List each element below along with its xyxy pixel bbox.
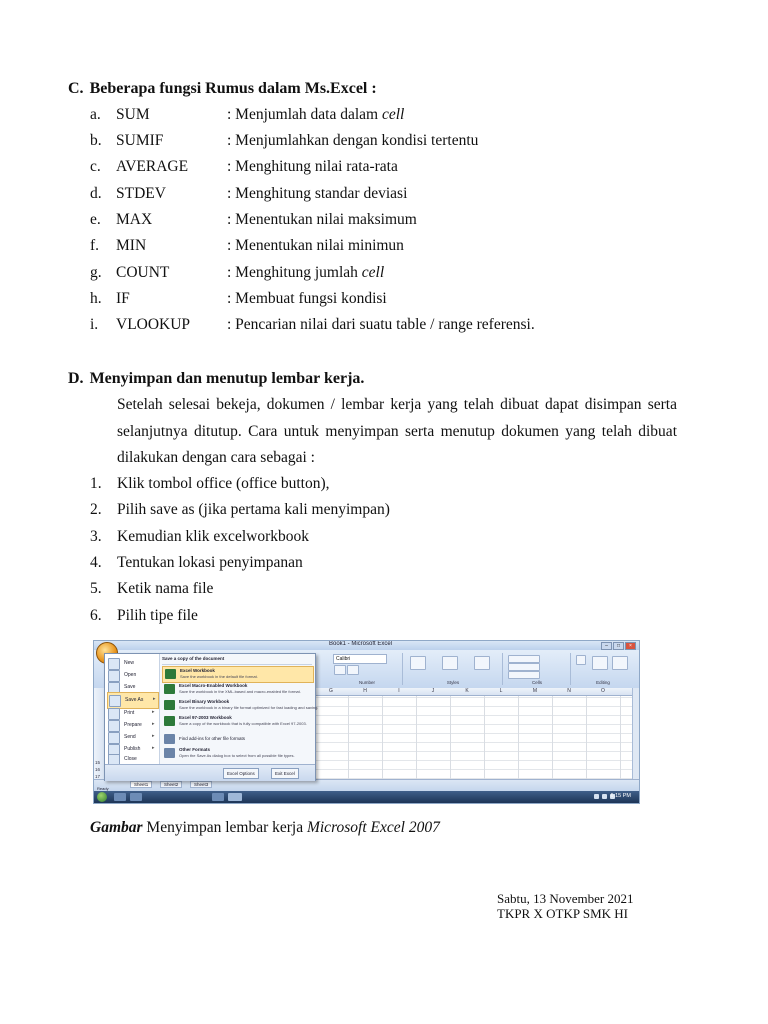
- function-desc: [227, 106, 404, 124]
- column-header[interactable]: G: [329, 688, 333, 694]
- column-headers: [314, 688, 632, 696]
- menu-item-label: New: [124, 660, 135, 666]
- menu-item-label: Send: [124, 734, 136, 740]
- submenu-arrow-icon: ▸: [152, 709, 155, 715]
- step-text: Ketik nama file: [117, 580, 214, 597]
- section-c-heading: [68, 80, 377, 98]
- format-cells-icon[interactable]: [508, 671, 540, 679]
- taskbar-app-icon[interactable]: [130, 793, 142, 801]
- vertical-scrollbar[interactable]: [632, 688, 640, 792]
- function-name: SUMIF: [116, 132, 164, 149]
- format-icon[interactable]: [347, 665, 359, 675]
- format-icon[interactable]: [334, 665, 346, 675]
- ribbon-group-number: [332, 653, 403, 685]
- save-option-other-formats[interactable]: [162, 746, 312, 761]
- clock: 6:15 PM: [610, 793, 631, 799]
- insert-icon[interactable]: [508, 655, 540, 663]
- save-option-desc: Save the workbook in the default file format.: [180, 674, 258, 679]
- save-option-desc: Save the workbook in the XML-based and macro-enabled file format.: [179, 689, 301, 694]
- taskbar-app-icon[interactable]: [212, 793, 224, 801]
- ribbon-group-label: Cells: [531, 680, 542, 685]
- function-desc: : Membuat fungsi kondisi: [227, 290, 387, 307]
- font-box[interactable]: Calibri: [333, 654, 387, 664]
- submenu-arrow-icon: ▸: [153, 696, 156, 702]
- submenu-arrow-icon: ▸: [152, 733, 155, 739]
- caption-label: Gambar: [90, 819, 143, 836]
- step-text: Klik tombol office (office button),: [117, 475, 330, 492]
- ribbon-group-label: Styles: [446, 680, 460, 685]
- function-desc: : Menghitung nilai rata-rata: [227, 158, 398, 175]
- excel-macro-workbook-icon: [164, 684, 175, 694]
- conditional-formatting-icon[interactable]: [410, 656, 426, 670]
- find-select-icon[interactable]: [612, 656, 628, 670]
- function-name: MAX: [116, 211, 153, 228]
- step-number: 1.: [90, 475, 102, 492]
- ribbon-group-styles: [404, 653, 503, 685]
- function-desc: : Menentukan nilai minimun: [227, 237, 404, 254]
- save-option-desc: Save a copy of the workbook that is fully compatible with Excel 97-2003.: [179, 721, 307, 726]
- other-formats-icon: [164, 748, 175, 758]
- row-header[interactable]: 16: [95, 767, 101, 772]
- excel-workbook-icon: [165, 669, 176, 679]
- taskbar: [94, 791, 639, 803]
- menu-item-label: Save: [124, 684, 136, 690]
- column-header[interactable]: K: [465, 688, 469, 694]
- office-menu-footer: [105, 764, 315, 781]
- save-option-find-add-ins[interactable]: [162, 732, 312, 747]
- section-c-title: Beberapa fungsi Rumus dalam Ms.Excel :: [89, 80, 377, 97]
- excel-options-button[interactable]: Excel Options: [223, 768, 259, 779]
- sort-filter-icon[interactable]: [592, 656, 608, 670]
- function-desc-italic: cell: [381, 106, 405, 123]
- office-menu-right: [160, 654, 319, 764]
- function-name: SUM: [116, 106, 150, 123]
- excel-97-2003-icon: [164, 716, 175, 726]
- sheet-tab[interactable]: Sheet1: [130, 781, 152, 788]
- function-name: MIN: [116, 237, 147, 254]
- step-number: 4.: [90, 554, 102, 571]
- function-desc: [227, 264, 384, 282]
- save-option-title: Excel Workbook: [180, 668, 215, 673]
- column-header[interactable]: M: [532, 688, 538, 694]
- function-name: AVERAGE: [116, 158, 189, 175]
- function-desc-text: : Menghitung jumlah: [227, 264, 362, 281]
- save-option-97-2003[interactable]: [162, 714, 312, 729]
- submenu-arrow-icon: ▸: [152, 745, 155, 751]
- function-letter: i.: [90, 316, 99, 333]
- function-desc-italic: cell: [361, 264, 385, 281]
- column-header[interactable]: I: [398, 688, 400, 694]
- save-option-title: Excel Binary Workbook: [179, 699, 230, 704]
- excel-binary-workbook-icon: [164, 700, 175, 710]
- function-letter: d.: [90, 185, 102, 202]
- function-desc: : Menentukan nilai maksimum: [227, 211, 417, 228]
- column-header[interactable]: J: [431, 688, 435, 694]
- minimize-icon[interactable]: –: [601, 642, 612, 650]
- function-letter: f.: [90, 237, 100, 254]
- add-ins-icon: [164, 734, 175, 744]
- step-number: 3.: [90, 528, 102, 545]
- menu-item-label: Prepare: [124, 722, 142, 728]
- tray-icon[interactable]: [602, 794, 607, 799]
- function-desc: : Menjumlahkan dengan kondisi tertentu: [227, 132, 479, 149]
- ribbon-group-label: Editing: [596, 680, 610, 685]
- taskbar-excel-icon[interactable]: [228, 793, 242, 801]
- office-menu: [104, 653, 319, 781]
- sheet-tab[interactable]: Sheet2: [160, 781, 182, 788]
- start-icon[interactable]: [97, 792, 107, 802]
- function-desc: : Pencarian nilai dari suatu table / range referensi.: [227, 316, 535, 333]
- function-letter: c.: [90, 158, 101, 175]
- tray-icon[interactable]: [594, 794, 599, 799]
- menu-item-label: Close: [124, 756, 137, 762]
- function-name: IF: [116, 290, 130, 307]
- worksheet-grid[interactable]: [314, 688, 632, 792]
- signature-date: Sabtu, 13 November 2021: [497, 891, 634, 906]
- window-controls: [601, 642, 636, 650]
- save-option-title: Find add-ins for other file formats: [179, 736, 246, 741]
- row-header[interactable]: 17: [95, 774, 101, 779]
- function-letter: b.: [90, 132, 102, 149]
- cell-styles-icon[interactable]: [474, 656, 490, 670]
- ribbon-group-label: Number: [358, 680, 375, 685]
- ribbon-group-cells: [504, 653, 571, 685]
- section-d-paragraph: Setelah selesai bekeja, dokumen / lembar kerja yang telah dibuat dapat disimpan serta selanjutnya ditutup. Cara untuk menyimpan serta menutup dokumen yang telah dibuat dilakukan dengan cara sebagai :: [117, 396, 677, 466]
- sum-icon[interactable]: [576, 655, 586, 665]
- function-name: VLOOKUP: [116, 316, 191, 333]
- step-text: Pilih save as (jika pertama kali menyimpan): [117, 501, 390, 518]
- step-text: Kemudian klik excelworkbook: [117, 528, 309, 545]
- exit-excel-button[interactable]: Exit Excel: [271, 768, 299, 779]
- sheet-tab[interactable]: Sheet3: [190, 781, 212, 788]
- format-as-table-icon[interactable]: [442, 656, 458, 670]
- close-icon[interactable]: ×: [625, 642, 636, 650]
- function-letter: e.: [90, 211, 101, 228]
- step-number: 2.: [90, 501, 102, 518]
- submenu-arrow-icon: ▸: [152, 721, 155, 727]
- save-option-title: Excel Macro-Enabled Workbook: [179, 683, 248, 688]
- function-letter: g.: [90, 264, 102, 281]
- function-name: COUNT: [116, 264, 170, 281]
- status-text: Ready: [97, 786, 109, 791]
- submenu-title: Save a copy of the document: [162, 656, 312, 665]
- column-header[interactable]: L: [499, 688, 503, 694]
- function-letter: h.: [90, 290, 102, 307]
- ribbon-group-editing: [572, 653, 634, 685]
- menu-item-label: Print: [124, 710, 135, 716]
- excel-screenshot: [93, 640, 640, 804]
- save-option-excel-workbook[interactable]: [162, 666, 314, 683]
- step-text: Tentukan lokasi penyimpanan: [117, 554, 303, 571]
- taskbar-app-icon[interactable]: [114, 793, 126, 801]
- caption-italic: Microsoft Excel 2007: [306, 819, 440, 836]
- save-option-desc: Open the Save As dialog box to select from all possible file types.: [179, 753, 295, 758]
- column-header[interactable]: O: [601, 688, 605, 694]
- section-d-letter: D.: [68, 370, 84, 387]
- function-name: STDEV: [116, 185, 166, 202]
- save-option-macro-enabled[interactable]: [162, 682, 312, 697]
- function-desc-text: : Menjumlah data dalam: [227, 106, 382, 123]
- save-option-desc: Save the workbook in a binary file format optimized for fast loading and saving.: [179, 705, 319, 710]
- section-d-title: Menyimpan dan menutup lembar kerja.: [89, 370, 365, 387]
- menu-item-label: Open: [124, 672, 137, 678]
- row-header[interactable]: 15: [95, 760, 101, 765]
- signature-author: TKPR X OTKP SMK HI: [497, 906, 628, 921]
- excel-titlebar: [94, 641, 639, 650]
- save-option-title: Excel 97-2003 Workbook: [179, 715, 232, 720]
- step-number: 6.: [90, 607, 102, 624]
- delete-icon[interactable]: [508, 663, 540, 671]
- function-desc: : Menghitung standar deviasi: [227, 185, 408, 202]
- office-menu-left: [105, 654, 160, 764]
- step-text: Pilih tipe file: [117, 607, 198, 624]
- menu-item-label: Save As: [125, 697, 144, 703]
- function-letter: a.: [90, 106, 101, 123]
- figure-caption: [90, 819, 440, 837]
- column-header[interactable]: H: [363, 688, 367, 694]
- maximize-icon[interactable]: □: [613, 642, 624, 650]
- menu-item-label: Publish: [124, 746, 141, 752]
- column-header[interactable]: N: [567, 688, 571, 694]
- step-number: 5.: [90, 580, 102, 597]
- section-c-letter: C.: [68, 80, 84, 97]
- save-option-title: Other Formats: [179, 747, 211, 752]
- save-option-binary[interactable]: [162, 698, 319, 713]
- caption-text: Menyimpan lembar kerja: [142, 819, 307, 836]
- excel-window-title: Book1 - Microsoft Excel: [329, 641, 393, 647]
- section-d-heading: [68, 370, 364, 388]
